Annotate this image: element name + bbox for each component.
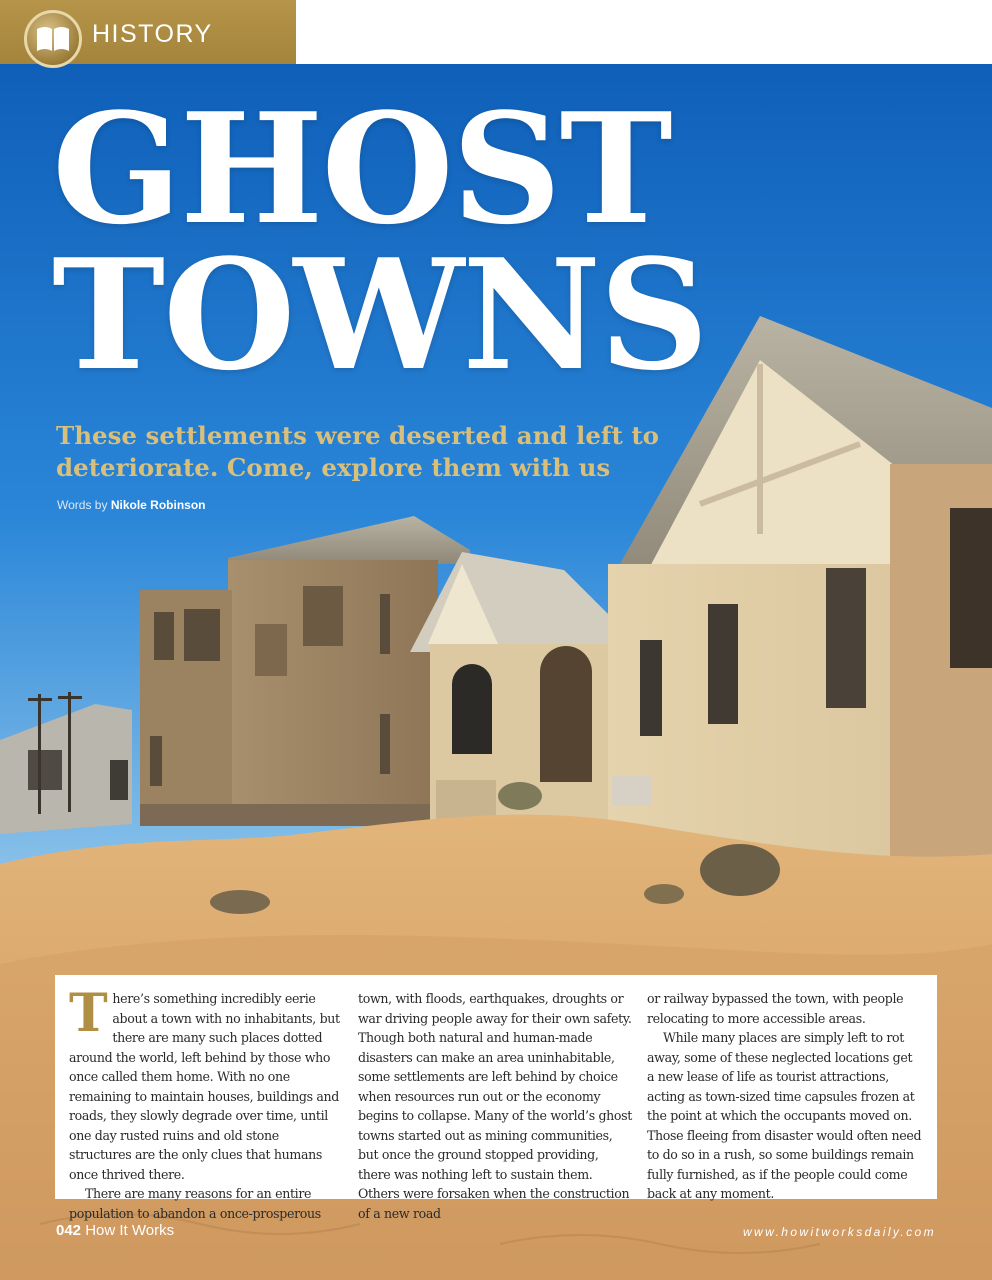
section-tab bbox=[0, 0, 296, 64]
paragraph-text: here’s something incredibly eerie about a town with no inhabitants, but there are many such places dotted around the world, left behind by those who once called them home. With no one remaining to maintain houses, buildings and roads, they slowly degrade over time, until one day rusted ruins and old stone structures are the only clues that humans once thrived there. bbox=[69, 991, 340, 1182]
page-header bbox=[0, 0, 992, 64]
body-paragraph: While many places are simply left to rot away, some of these neglected locations get a new lease of life as tourist attractions, acting as town-sized time capsules frozen at the point at which the occupants moved on. Those fleeing from disaster would often need to do so in a rush, so some buildings remain fully furnished, as if the people could come back at any moment. bbox=[647, 1030, 922, 1201]
magazine-name: How It Works bbox=[85, 1222, 175, 1239]
body-paragraph: There are many reasons for an entire population to abandon a once-prosperous bbox=[69, 1186, 321, 1221]
body-column-3 bbox=[647, 989, 922, 1204]
body-column-2 bbox=[358, 989, 633, 1223]
byline-prefix: Words by bbox=[57, 498, 108, 512]
body-paragraph: or railway bypassed the town, with people relocating to more accessible areas. bbox=[647, 991, 904, 1026]
headline-line-1: GHOST bbox=[52, 79, 671, 258]
folio bbox=[56, 1222, 174, 1239]
standfirst: These settlements were deserted and left to deteriorate. Come, explore them with us bbox=[56, 421, 659, 482]
body-paragraph bbox=[69, 983, 344, 1184]
open-book-icon bbox=[24, 10, 82, 68]
drop-cap: T bbox=[69, 983, 108, 1044]
section-label: HISTORY bbox=[92, 20, 213, 48]
website-url[interactable]: www.howitworksdaily.com bbox=[742, 1225, 936, 1239]
headline bbox=[52, 79, 707, 404]
byline-author: Nikole Robinson bbox=[110, 498, 206, 512]
headline-line-2: TOWNS bbox=[52, 225, 707, 404]
body-column-1 bbox=[69, 983, 344, 1223]
page-number: 042 bbox=[56, 1222, 82, 1239]
open-book-icon-graphic bbox=[35, 25, 71, 53]
byline bbox=[57, 498, 205, 512]
body-paragraph: town, with floods, earthquakes, droughts or war driving people away for their own safety. Though both natural and human-made disasters can make an area uninhabitable, some settlements are left behind by choice when resources run out or the economy begins to collapse. Many of the world’s ghost towns started out as mining communities, but once the ground stopped providing, there was nothing left to sustain them. Others were forsaken when the construction of a new road bbox=[358, 991, 632, 1221]
article-body bbox=[55, 975, 937, 1221]
